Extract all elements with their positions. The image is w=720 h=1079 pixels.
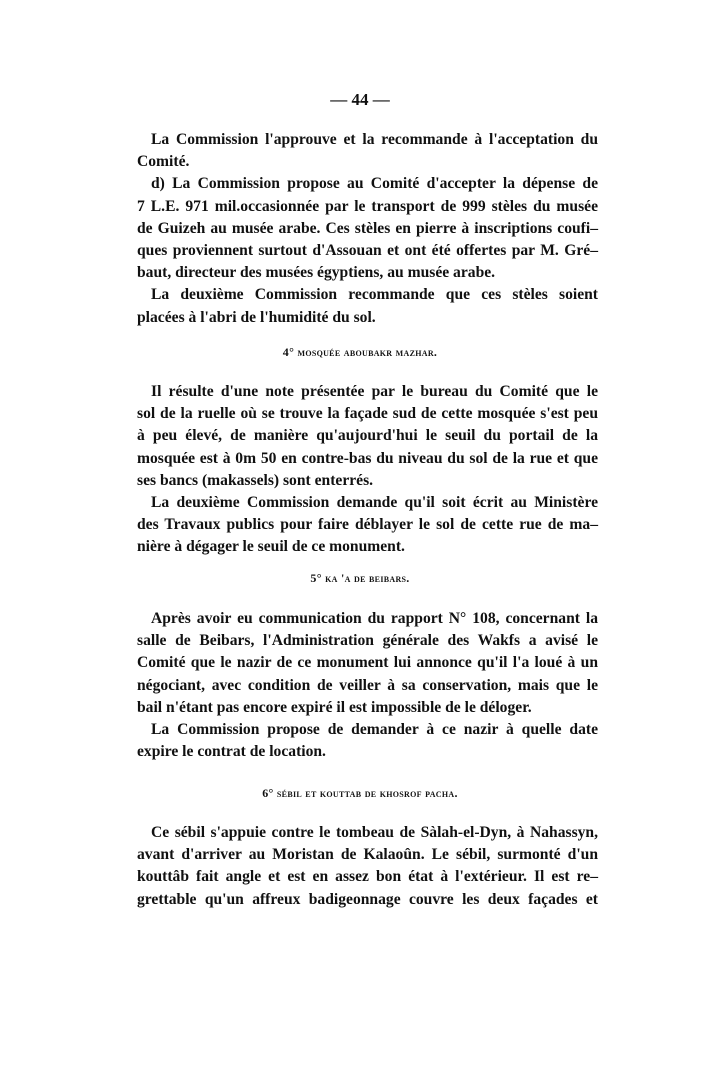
- page-number: — 44 —: [330, 90, 390, 109]
- text-line: à peu élevé, de manière qu'aujourd'hui le seuil du portail de la: [137, 427, 598, 445]
- section-heading: 4° mosquée aboubakr mazhar.: [282, 345, 438, 359]
- paragraph-block: [137, 608, 598, 763]
- text-line: nière à dégager le seuil de ce monument.: [137, 538, 405, 556]
- section-heading: 5° ka 'a de beibars.: [310, 571, 410, 585]
- text-line: ques proviennent surtout d'Assouan et ont été offertes par M. Gré–: [137, 241, 598, 259]
- text-line: bail n'étant pas encore expiré il est impossible de le déloger.: [137, 698, 532, 716]
- text-line: La Commission propose de demander à ce nazir à quelle date: [151, 720, 598, 738]
- text-line: Ce sébil s'appuie contre le tombeau de Sàlah-el-Dyn, à Nahassyn,: [151, 824, 598, 841]
- text-line: Comité que le nazir de ce monument lui annonce qu'il l'a loué à un: [137, 654, 598, 672]
- text-line: avant d'arriver au Moristan de Kalaoûn. Le sébil, surmonté d'un: [137, 846, 598, 864]
- text-line: 7 L.E. 971 mil.occasionnée par le transport de 999 stèles du musée: [137, 197, 598, 215]
- text-line: sol de la ruelle où se trouve la façade sud de cette mosquée s'est peu: [137, 405, 598, 423]
- text-line: Il résulte d'une note présentée par le bureau du Comité que le: [151, 383, 598, 400]
- text-line: négociant, avec condition de veiller à sa conservation, mais que le: [137, 676, 598, 694]
- paragraph-block: [137, 822, 598, 911]
- text-line: La Commission l'approuve et la recommande à l'acceptation du: [151, 131, 598, 148]
- paragraph-block: [137, 381, 598, 559]
- text-line: ses bancs (makassels) sont enterrés.: [137, 471, 374, 489]
- text-line: La deuxième Commission demande qu'il soit écrit au Ministère: [151, 493, 598, 511]
- text-line: grettable qu'un affreux badigeonnage couvre les deux façades et: [137, 890, 598, 908]
- text-line: Comité.: [137, 153, 190, 171]
- text-line: La deuxième Commission recommande que ces stèles soient: [151, 286, 598, 304]
- text-line: mosquée est à 0m 50 en contre-bas du niveau du sol de la rue et que: [137, 449, 598, 467]
- text-line: Après avoir eu communication du rapport N° 108, concernant la: [151, 610, 598, 627]
- section-heading: 6° sébil et kouttab de khosrof pacha.: [262, 786, 458, 800]
- text-line: salle de Beibars, l'Administration générale des Wakfs a avisé le: [137, 632, 598, 650]
- text-line: placées à l'abri de l'humidité du sol.: [137, 308, 376, 326]
- text-line: baut, directeur des musées égyptiens, au musée arabe.: [137, 264, 496, 282]
- text-line: expire le contrat de location.: [137, 743, 326, 761]
- text-line: kouttâb fait angle et est en assez bon état à l'extérieur. Il est re–: [137, 868, 598, 886]
- paragraph-block: [137, 129, 598, 329]
- text-line: de Guizeh au musée arabe. Ces stèles en pierre à inscriptions coufi–: [137, 219, 598, 237]
- text-line: des Travaux publics pour faire déblayer le sol de cette rue de ma–: [137, 516, 598, 534]
- text-line: d) La Commission propose au Comité d'accepter la dépense de: [151, 175, 598, 193]
